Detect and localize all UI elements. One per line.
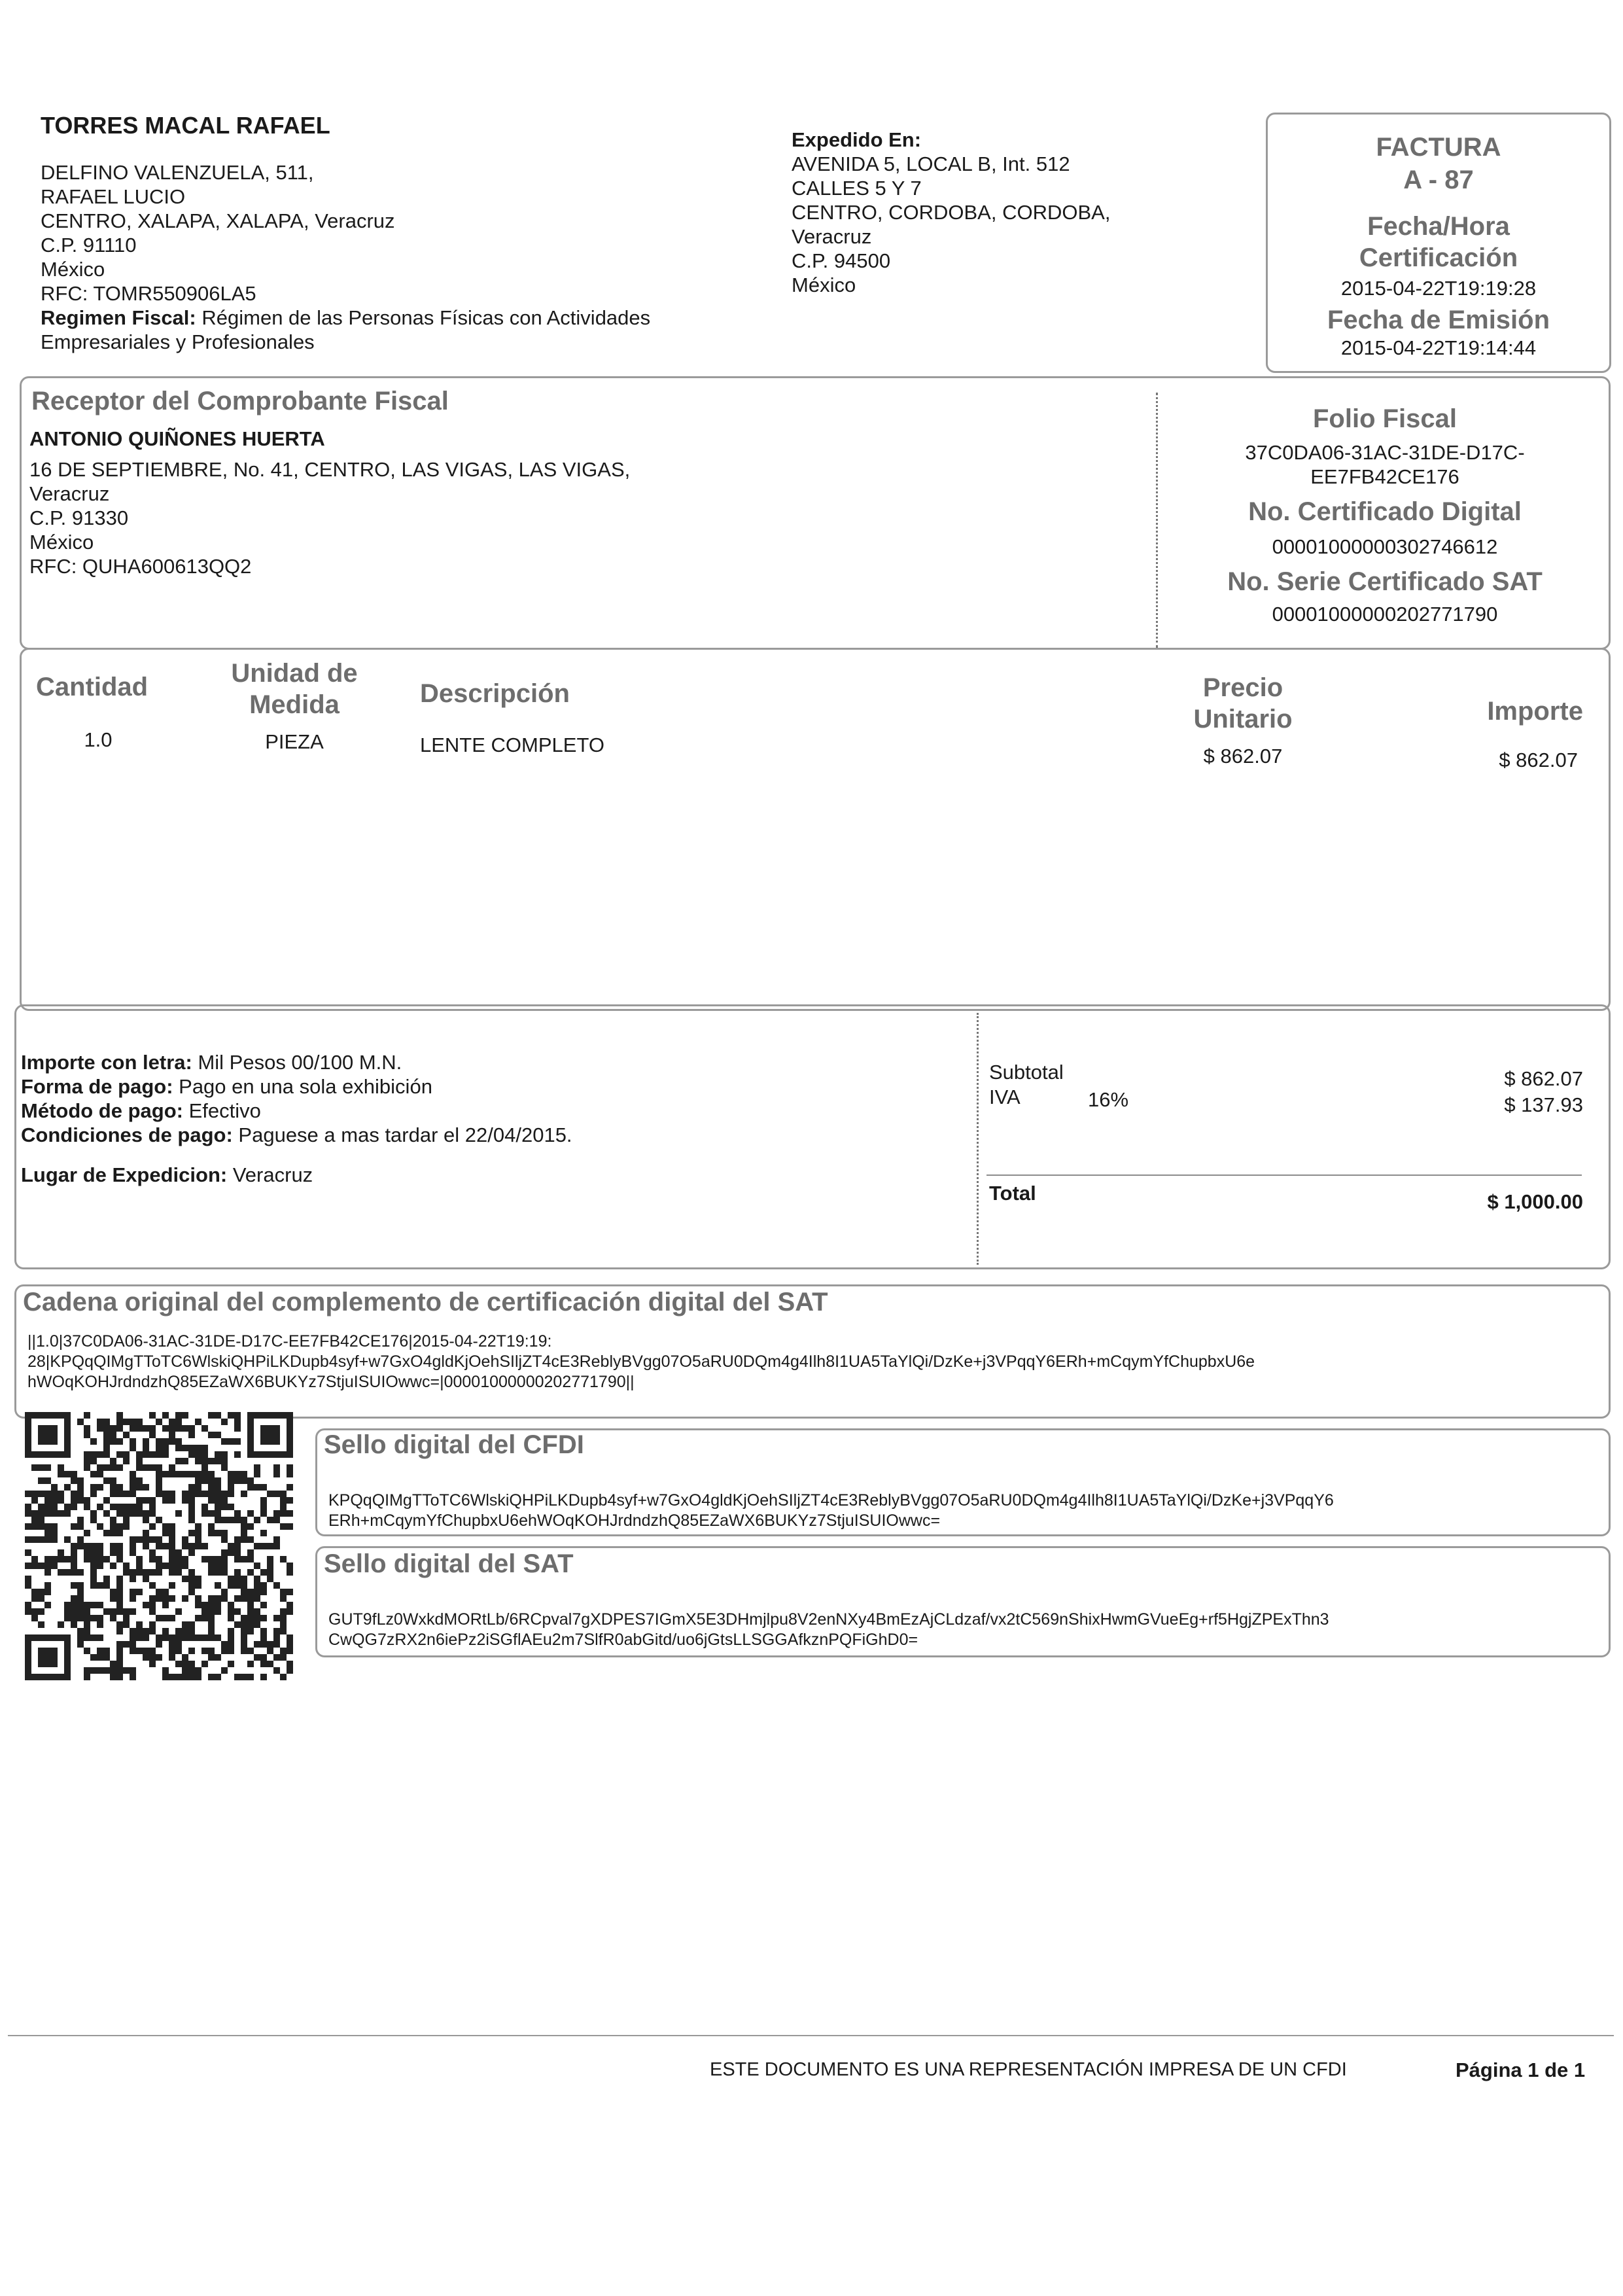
serie-sat-label: No. Serie Certificado SAT — [1227, 567, 1543, 596]
sello-cfdi-text — [328, 1491, 1334, 1531]
invoice-number: A - 87 — [1403, 166, 1474, 194]
receptor-details — [29, 427, 630, 578]
sello-sat-heading: Sello digital del SAT — [324, 1549, 574, 1578]
expedido-label: Expedido En: — [792, 128, 922, 151]
receptor-line: México — [29, 531, 94, 554]
issuer-address-line: México — [41, 258, 105, 281]
folio-value-1: 37C0DA06-31AC-31DE-D17C- — [1245, 441, 1525, 464]
issuer-name: TORRES MACAL RAFAEL — [41, 112, 330, 139]
receptor-line: C.P. 91330 — [29, 506, 129, 529]
cert-digital-label: No. Certificado Digital — [1248, 497, 1522, 526]
receptor-heading: Receptor del Comprobante Fiscal — [31, 387, 449, 415]
emision-value: 2015-04-22T19:14:44 — [1340, 336, 1537, 359]
expedido-line: AVENIDA 5, LOCAL B, Int. 512 — [792, 152, 1070, 175]
iva-rate: 16% — [1088, 1088, 1129, 1111]
payment-details — [21, 1050, 572, 1187]
condiciones-value: Paguese a mas tardar el 22/04/2015. — [238, 1123, 572, 1146]
invoice-box-content — [1266, 131, 1611, 360]
lugar-value: Veracruz — [232, 1163, 313, 1186]
serie-sat-value: 00001000000202771790 — [1272, 603, 1498, 626]
header-precio — [1164, 672, 1321, 735]
header-unidad-1: Unidad de — [231, 659, 358, 688]
expedido-line: CENTRO, CORDOBA, CORDOBA, — [792, 201, 1111, 224]
receptor-line: 16 DE SEPTIEMBRE, No. 41, CENTRO, LAS VIGAS, LAS VIGAS, — [29, 458, 631, 481]
cadena-line: 28|KPQqQIMgTToTC6WlskiQHPiLKDupb4syf+w7GxO4gldKjOehSIljZT4cE3ReblyBVgg07O5aRU0DQm4g4Ilh8I1UA5TaYlQi/DzKe+j3VPqqY6ERh+mCqymYfChupbxU6e — [27, 1352, 1255, 1371]
footer-statement: ESTE DOCUMENTO ES UNA REPRESENTACIÓN IMPRESA DE UN CFDI — [710, 2059, 1347, 2080]
issuer-address-line: C.P. 91110 — [41, 234, 137, 256]
row-precio: $ 862.07 — [1203, 745, 1283, 768]
regimen-label: Regimen Fiscal: — [41, 306, 196, 329]
cadena-text — [27, 1332, 1255, 1392]
metodo-pago-label: Método de pago: — [21, 1099, 183, 1122]
issuer-address-line: CENTRO, XALAPA, XALAPA, Veracruz — [41, 209, 395, 232]
folio-label: Folio Fiscal — [1312, 404, 1457, 433]
expedido-line: C.P. 94500 — [792, 249, 891, 272]
invoice-title: FACTURA — [1376, 133, 1501, 162]
issuer-address — [41, 160, 650, 354]
totals-divider — [986, 1174, 1582, 1176]
qr-code-icon — [25, 1412, 293, 1680]
sello-cfdi-line: ERh+mCqymYfChupbxU6ehWOqKOHJrdndzhQ85EZaWX6BUKYz7StjuISUIOwwc= — [328, 1511, 941, 1530]
header-descripcion: Descripción — [420, 679, 570, 708]
sello-cfdi-heading: Sello digital del CFDI — [324, 1430, 584, 1459]
total-value: $ 1,000.00 — [1487, 1190, 1583, 1213]
header-precio-2: Unitario — [1193, 705, 1293, 733]
row-unidad: PIEZA — [265, 730, 324, 753]
subtotal-value: $ 862.07 — [1504, 1067, 1583, 1090]
receptor-name: ANTONIO QUIÑONES HUERTA — [29, 427, 325, 450]
condiciones-label: Condiciones de pago: — [21, 1123, 233, 1146]
receptor-rfc: RFC: QUHA600613QQ2 — [29, 555, 252, 578]
row-importe: $ 862.07 — [1499, 749, 1578, 771]
issuer-address-line: DELFINO VALENZUELA, 511, — [41, 161, 314, 184]
regimen-value-2: Empresariales y Profesionales — [41, 330, 315, 353]
forma-pago-label: Forma de pago: — [21, 1075, 173, 1098]
row-descripcion: LENTE COMPLETO — [420, 733, 604, 756]
sello-sat-text — [328, 1610, 1329, 1650]
payment-divider — [977, 1013, 979, 1265]
total-label: Total — [989, 1182, 1036, 1205]
metodo-pago-value: Efectivo — [188, 1099, 261, 1122]
sello-sat-line: CwQG7zRX2n6iePz2iSGflAEu2m7SlfR0abGitd/uo6jGtsLLSGGAfkznPQFiGhD0= — [328, 1631, 918, 1649]
header-unidad-2: Medida — [249, 690, 340, 719]
iva-value: $ 137.93 — [1504, 1093, 1583, 1116]
iva-label: IVA — [989, 1086, 1021, 1108]
cert-label-1: Fecha/Hora — [1367, 212, 1510, 241]
emision-label: Fecha de Emisión — [1327, 306, 1550, 334]
forma-pago-value: Pago en una sola exhibición — [179, 1075, 432, 1098]
cert-value: 2015-04-22T19:19:28 — [1340, 277, 1537, 300]
row-cantidad: 1.0 — [84, 728, 113, 751]
issuer-regimen — [41, 306, 650, 330]
header-unidad — [216, 658, 373, 720]
receptor-divider — [1156, 393, 1158, 648]
cadena-heading: Cadena original del complemento de certificación digital del SAT — [23, 1288, 828, 1316]
expedido-block — [792, 128, 1110, 297]
sello-cfdi-line: KPQqQIMgTToTC6WlskiQHPiLKDupb4syf+w7GxO4gldKjOehSIljZT4cE3ReblyBVgg07O5aRU0DQm4g4Ilh8I1UA5TaYlQi/DzKe+j3VPqqY6 — [328, 1491, 1334, 1510]
header-cantidad: Cantidad — [36, 673, 148, 701]
folio-value-2: EE7FB42CE176 — [1310, 465, 1459, 488]
footer-page: Página 1 de 1 — [1456, 2058, 1586, 2081]
condiciones-pago — [21, 1123, 572, 1147]
forma-pago — [21, 1074, 572, 1099]
sello-sat-line: GUT9fLz0WxkdMORtLb/6RCpval7gXDPES7IGmX5E3DHmjlpu8V2enNXy4BmEzAjCLdzaf/vx2tC569nShixHwmGVueEg+rf5HgjZPExThn3 — [328, 1610, 1329, 1629]
regimen-value: Régimen de las Personas Físicas con Actividades — [201, 306, 651, 329]
issuer-address-line: RAFAEL LUCIO — [41, 185, 186, 208]
metodo-pago — [21, 1099, 572, 1123]
fiscal-block — [1159, 402, 1611, 626]
header-precio-1: Precio — [1202, 673, 1283, 702]
cadena-line: ||1.0|37C0DA06-31AC-31DE-D17C-EE7FB42CE176|2015-04-22T19:19: — [27, 1332, 552, 1351]
footer-rule — [8, 2035, 1614, 2036]
cert-digital-value: 00001000000302746612 — [1272, 535, 1498, 558]
expedido-line: Veracruz — [792, 225, 872, 248]
header-importe: Importe — [1487, 697, 1583, 726]
lugar-expedicion — [21, 1163, 572, 1187]
cadena-line: hWOqKOHJrdndzhQ85EZaWX6BUKYz7StjuISUIOwwc=|00001000000202771790|| — [27, 1373, 635, 1391]
subtotal-label: Subtotal — [989, 1061, 1064, 1084]
expedido-line: CALLES 5 Y 7 — [792, 177, 922, 200]
importe-letra-label: Importe con letra: — [21, 1051, 192, 1074]
importe-letra-value: Mil Pesos 00/100 M.N. — [198, 1051, 402, 1074]
cert-label-2: Certificación — [1359, 243, 1518, 272]
issuer-rfc: RFC: TOMR550906LA5 — [41, 282, 256, 305]
receptor-line: Veracruz — [29, 482, 110, 505]
importe-letra — [21, 1050, 572, 1074]
lugar-label: Lugar de Expedicion: — [21, 1163, 228, 1186]
expedido-line: México — [792, 274, 856, 296]
